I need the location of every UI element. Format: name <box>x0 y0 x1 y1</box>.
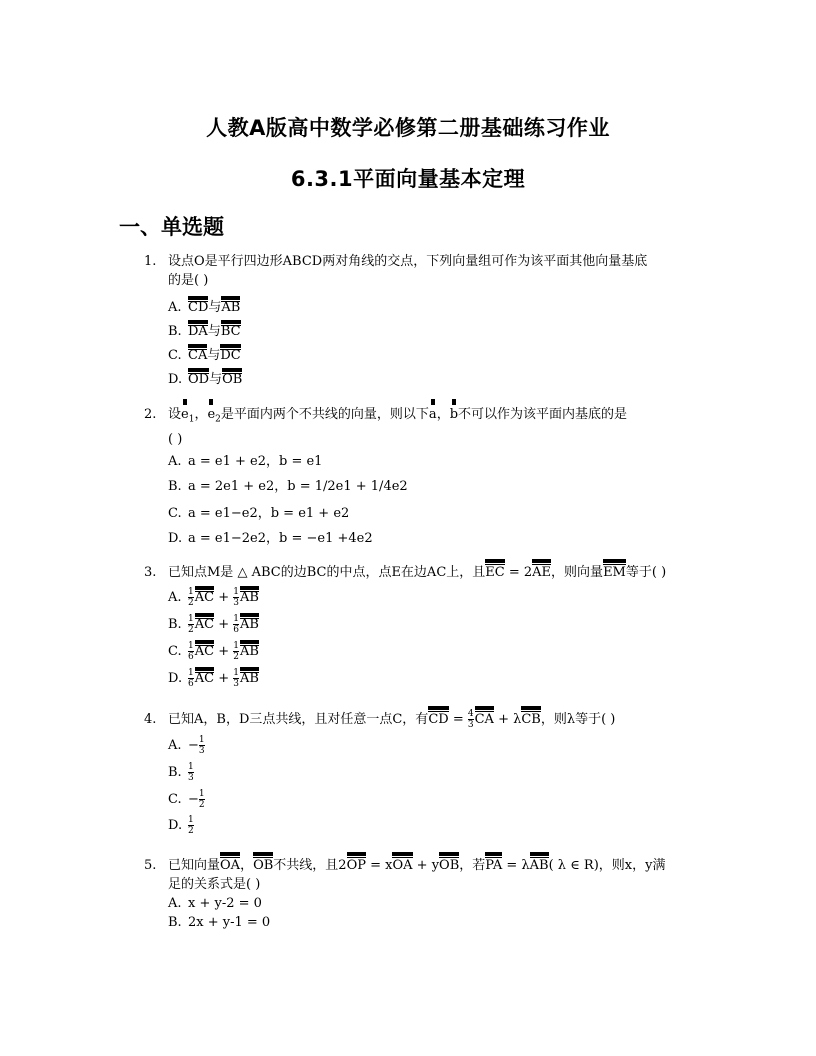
fraction: $\frac{4}{3}$ <box>467 709 474 730</box>
vector: AC <box>194 671 215 686</box>
vector: CB <box>521 712 541 727</box>
question-stem: 2. 设$e_1$，$e_2$是平面内两个不共线的向量，则以下a，b不可以作为该平面内基底的是 <box>144 407 628 425</box>
vector: CD <box>188 300 209 315</box>
option-text: a = e1−e2，b = e1 + e2 <box>188 506 350 521</box>
vector: BC <box>220 324 241 339</box>
fraction: $\frac{1}{2}$ <box>233 641 239 662</box>
vector: AB <box>239 671 259 686</box>
question-5 <box>144 856 704 930</box>
vector: e <box>207 407 216 422</box>
question-stem <box>144 252 704 271</box>
stem-text: 设点O是平行四边形ABCD两对角线的交点，下列向量组可作为该平面其他向量基底 <box>168 254 648 269</box>
vector: CA <box>188 348 208 363</box>
vector: a <box>428 407 437 422</box>
question-number: 4. <box>144 712 157 727</box>
vector: OA <box>220 858 241 873</box>
question-4 <box>144 709 704 836</box>
vector: AB <box>221 300 241 315</box>
option-b: B. $\frac{1}{3}$ <box>168 762 194 783</box>
option-c: C. $\frac{1}{6}$ AC + $\frac{1}{2}$ AB <box>168 641 259 662</box>
vector: AC <box>194 617 215 632</box>
option-b: B. DA与BC <box>168 324 241 339</box>
stem-line-2: ( ) <box>168 431 183 447</box>
vector: AC <box>194 590 215 605</box>
vector: EC <box>485 565 505 580</box>
option-text: a = e1−2e2，b = −e1 +4e2 <box>188 531 373 546</box>
vector: AB <box>239 590 259 605</box>
option-text: 2x + y-1 = 0 <box>188 915 271 930</box>
vector: OD <box>188 372 210 387</box>
fraction: $\frac{1}{3}$ <box>198 735 205 756</box>
vector: e <box>181 407 189 422</box>
fraction: $\frac{1}{2}$ <box>188 614 194 635</box>
option-d: D. a = e1−2e2，b = −e1 +4e2 <box>168 531 373 546</box>
document-subtitle: 6.3.1平面向量基本定理 <box>290 167 526 191</box>
vector: DC <box>220 348 241 363</box>
option-b: B. $\frac{1}{2}$ AC + $\frac{1}{6}$ AB <box>168 614 259 635</box>
vector: OB <box>253 858 274 873</box>
vector: OA <box>392 858 413 873</box>
question-stem: 4. 已知A，B，D三点共线，且对任意一点C，有CD = $\frac{4}{3}$ CA + λCB，则λ等于( ) <box>144 709 616 730</box>
vector: AB <box>239 617 259 632</box>
stem-line-2: 足的关系式是( ) <box>168 877 261 892</box>
option-a: A. x + y-2 = 0 <box>168 896 262 911</box>
vector: EM <box>603 565 626 580</box>
option-b: B. 2x + y-1 = 0 <box>168 915 271 930</box>
vector: AB <box>239 644 259 659</box>
option-a: A. $\frac{1}{2}$ AC + $\frac{1}{3}$ AB <box>168 587 259 608</box>
fraction: $\frac{1}{2}$ <box>188 815 194 836</box>
vector: CD <box>428 712 449 727</box>
option-text: a = e1 + e2，b = e1 <box>188 454 323 469</box>
fraction: $\frac{1}{3}$ <box>188 762 194 783</box>
vector: CA <box>474 712 494 727</box>
question-stem: 5. 已知向量OA，OB不共线，且2OP = xOA + yOB，若PA = λAB( λ ∈ R)，则x，y满 <box>144 858 666 873</box>
fraction: $\frac{1}{6}$ <box>188 668 194 689</box>
stem-line-2: 的是( ) <box>168 273 209 288</box>
question-1 <box>144 252 704 387</box>
fraction: $\frac{1}{3}$ <box>233 587 239 608</box>
question-number: 3. <box>144 565 157 580</box>
question-number: 1. <box>144 254 157 269</box>
option-a: A. − $\frac{1}{3}$ <box>168 735 205 756</box>
vector: AE <box>532 565 552 580</box>
option-c: C. CA与DC <box>168 348 241 363</box>
option-c: C. − $\frac{1}{2}$ <box>168 789 205 810</box>
vector: AC <box>194 644 215 659</box>
option-d: D. OD与OB <box>168 372 243 387</box>
vector: b <box>449 407 459 422</box>
option-text: a = 2e1 + e2，b = 1/2e1 + 1/4e2 <box>188 479 408 494</box>
fraction: $\frac{1}{6}$ <box>188 641 194 662</box>
option-text: x + y-2 = 0 <box>188 896 262 911</box>
section-heading: 一、单选题 <box>119 215 224 239</box>
question-stem: 3. 已知点M是 △ ABC的边BC的中点，点E在边AC上，且EC = 2AE，则向量EM等于( ) <box>144 565 667 580</box>
question-3 <box>144 563 704 689</box>
option-d: D. $\frac{1}{2}$ <box>168 815 194 836</box>
option-b: B. a = 2e1 + e2，b = 1/2e1 + 1/4e2 <box>168 479 408 494</box>
question-number: 5. <box>144 858 157 873</box>
option-a: A. CD与AB <box>168 300 241 315</box>
vector: DA <box>188 324 208 339</box>
fraction: $\frac{1}{2}$ <box>198 789 205 810</box>
fraction: $\frac{1}{3}$ <box>233 668 239 689</box>
vector: PA <box>485 858 503 873</box>
fraction: $\frac{1}{2}$ <box>188 587 194 608</box>
vector: AB <box>529 858 549 873</box>
question-number: 2. <box>144 407 157 422</box>
vector: OB <box>439 858 460 873</box>
option-a: A. a = e1 + e2，b = e1 <box>168 454 323 469</box>
document-title: 人教A版高中数学必修第二册基础练习作业 <box>206 116 610 140</box>
fraction: $\frac{1}{6}$ <box>233 614 239 635</box>
vector: OB <box>222 372 243 387</box>
question-2 <box>144 405 704 546</box>
option-c: C. a = e1−e2，b = e1 + e2 <box>168 506 350 521</box>
option-d: D. $\frac{1}{6}$ AC + $\frac{1}{3}$ AB <box>168 668 259 689</box>
vector: OP <box>346 858 366 873</box>
